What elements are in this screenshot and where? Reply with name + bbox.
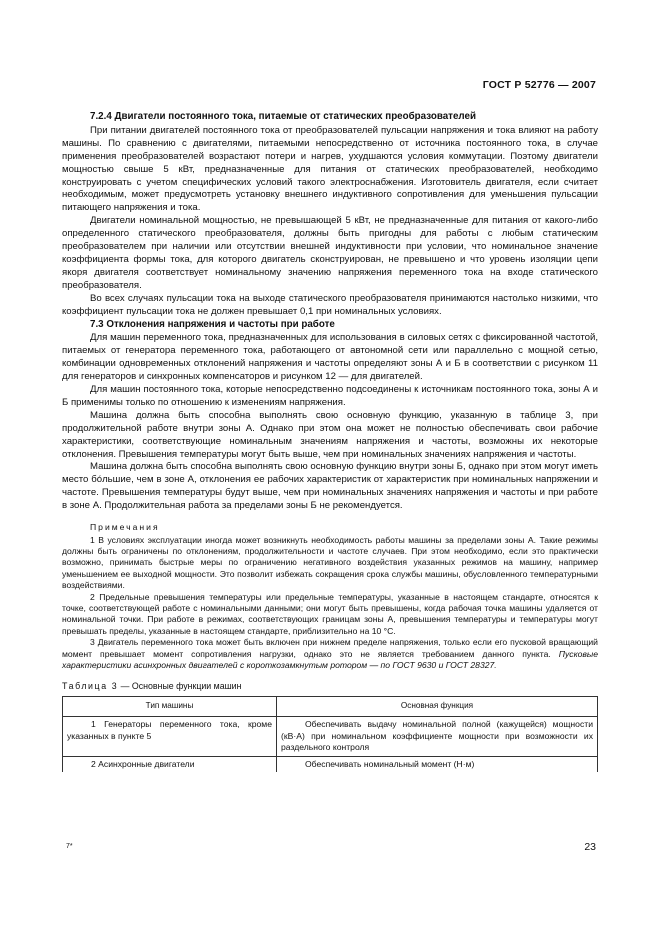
paragraph: Во всех случаях пульсации тока на выходе статического преобразователя принимаются настолько низкими, что коэффициент пульсации тока не должен превышает 0,1 при номинальных условиях. xyxy=(62,292,598,317)
paragraph: Для машин постоянного тока, которые непосредственно подсоединены к источникам постоянного тока, зоны А и Б применимы только по отношению к изменениям напряжения. xyxy=(62,384,598,408)
note-3-reference: Пусковые характеристики асинхронных двигателей с короткозамкнутым ротором — по ГОСТ 9630 и ГОСТ 28327. xyxy=(62,648,598,670)
table-caption-label: Таблица 3 xyxy=(62,681,119,692)
table-cell: 1 Генераторы переменного тока, кроме указанных в пункте 5 xyxy=(63,717,277,756)
paragraph: Машина должна быть способна выполнять свою основную функцию внутри зоны Б, однако при этом могут иметь место бóльшие, чем в зоне А, отклонения ее рабочих характеристик от характеристик при номинальных напряжении и частоте. Превышения температуры будут выше, чем при номинальных значениях напряжения и частоты и при работе в зоне А. Продолжительная работа за пределами зоны Б не рекомендуется. xyxy=(62,461,598,512)
paragraph: При питании двигателей постоянного тока от преобразователей пульсации напряжения и тока влияют на работу машины. По сравнению с двигателями, питаемыми непосредственно от источника постоянного тока, в случае применения преобразователей возрастают потери и нагрев, ухудшаются условия коммутации. Поэтому двигатели мощностью свыше 5 кВт, предназначенные для питания от статических преобразователей, необходимо конструировать с учетом специфических условий такого электроснабжения. Изготовитель двигателя, если считает необходимым, может предусмотреть установку внешнего индуктивного сопротивления для уменьшения пульсации питающего напряжения и тока. xyxy=(62,124,598,214)
page-number: 23 xyxy=(584,841,596,853)
notes-block xyxy=(62,522,598,671)
table-row xyxy=(63,756,598,772)
column-header-machine-type: Тип машины xyxy=(63,697,277,717)
table-caption xyxy=(62,680,598,693)
table-row xyxy=(63,717,598,756)
column-header-main-function: Основная функция xyxy=(277,697,598,717)
note-item xyxy=(62,637,598,671)
table-cell: 2 Асинхронные двигатели xyxy=(63,756,277,772)
document-body xyxy=(62,111,598,772)
machine-functions-table xyxy=(62,696,598,772)
paragraph: Машина должна быть способна выполнять свою основную функцию, указанную в таблице 3, при продолжительной работе внутри зоны А. Однако при этом она может не полностью обеспечивать свои рабочие характеристики, соответствующие номинальным значениям напряжения и частоты, возможны их некоторые отклонения. Превышения температуры могут быть выше, чем при номинальных значениях напряжения и частоты. xyxy=(62,409,598,460)
table-header-row xyxy=(63,697,598,717)
notes-heading: Примечания xyxy=(90,522,160,533)
note-item: 1 В условиях эксплуатации иногда может возникнуть необходимость работы машины за пределами зоны А. Такие режимы должны быть ограничены по отклонениям, продолжительности и частоте случаев. При этом необходимо, если это практически возможно, принимать быстрые меры по ограничению негативного воздействия указанных режимов на машину, например уменьшением ее выходной мощности. Это позволит избежать сокращения срока службы машины, обусловленного температурными воздействиями. xyxy=(62,534,598,591)
note-item: 2 Предельные превышения температуры или предельные температуры, указанные в настоящем стандарте, относятся к точке, соответствующей работе с номинальными данными; они могут быть превышены, когда рабочая точка машины удаляется от номинальной точки. При работе в режимах, соответствующих границам зоны А, превышения температуры и температуры могут превышать пределы, указанные в настоящем стандарте, приблизительно на 10 °С. xyxy=(62,591,598,636)
section-7-2-4-heading: 7.2.4 Двигатели постоянного тока, питаемые от статических преобразователей xyxy=(90,111,476,122)
standard-header: ГОСТ Р 52776 — 2007 xyxy=(482,79,596,91)
table-caption-title: — Основные функции машин xyxy=(118,681,242,692)
section-7-3-heading: 7.3 Отклонения напряжения и частоты при работе xyxy=(90,318,335,330)
signature-mark: 7* xyxy=(66,843,73,850)
note-3-text: 3 Двигатель переменного тока может быть включен при нижнем пределе напряжения, только если его пусковой вращающий момент превышает момент сопротивления нагрузки, однако это не является требованием данного пункта. xyxy=(62,637,598,659)
table-cell: Обеспечивать выдачу номинальной полной (кажущейся) мощности (кВ·А) при номинальном коэффициенте мощности при возможности их раздельного контроля xyxy=(277,717,598,756)
table-cell: Обеспечивать номинальный момент (Н·м) xyxy=(277,756,598,772)
paragraph: Двигатели номинальной мощностью, не превышающей 5 кВт, не предназначенные для питания от какого-либо определенного статического преобразователя, должны быть пригодны для работы с любым статическим преобразователем при наличии или отсутствии внешней индуктивности при условии, что номинальное значение коэффициента формы тока, для которого двигатель сконструирован, не превышено и что уровень изоляции цепи якоря двигателя соответствует номинальному значению напряжения переменного тока на входе статического преобразователя. xyxy=(62,215,598,291)
paragraph: Для машин переменного тока, предназначенных для использования в силовых сетях с фиксированной частотой, питаемых от генератора переменного тока, работающего от автономной сети или параллельно с мощной сетью, комбинации одновременных отклонений напряжения и частоты определяют зоны А и Б в соответствии с рисунком 11 для генераторов и синхронных компенсаторов и рисунком 12 — для двигателей. xyxy=(62,332,598,383)
